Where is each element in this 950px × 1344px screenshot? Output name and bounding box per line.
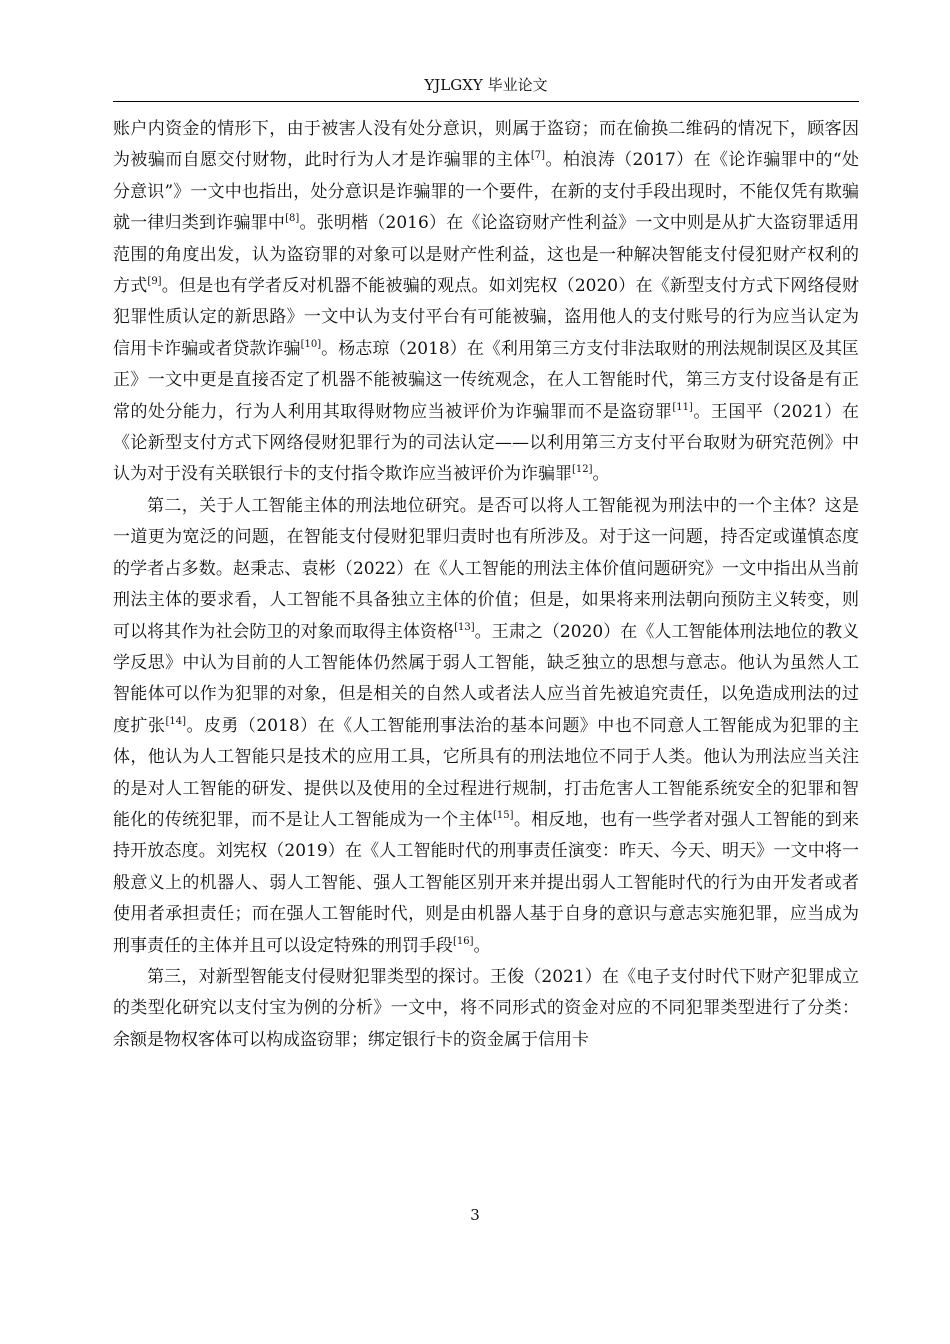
citation-marker: [8]	[285, 213, 300, 225]
paragraph	[113, 491, 859, 962]
paragraph-text: 。杨志琼（2018）在《利用第三方支付非法取财的刑法规制误区及其匡正》一文中更是直接否定了机器不能被骗这一传统观念，在人工智能时代，第三方支付设备是有正常的处分能力，行为人利用其取得财物应当被评价为诈骗罪而不是盗窃罪	[113, 338, 859, 422]
paragraph	[113, 114, 859, 491]
citation-marker: [14]	[165, 715, 186, 727]
paragraph-text: 。	[592, 464, 610, 485]
paragraph-text: 。王肃之（2020）在《人工智能体刑法地位的教义学反思》中认为目前的人工智能体仍然属于弱人工智能，缺乏独立的思想与意志。他认为虽然人工智能体可以作为犯罪的对象，但是相关的自然人或者法人应当首先被追究责任，以免造成刑法的过度扩张	[113, 621, 860, 736]
paragraph-text: 。张明楷（2016）在《论盗窃财产性利益》一文中则是从扩大盗窃罪适用范围的角度出发，认为盗窃罪的对象可以是财产性利益，这也是一种解决智能支付侵犯财产权利的方式	[113, 213, 860, 297]
citation-marker: [13]	[454, 621, 475, 633]
paragraph	[113, 962, 859, 1056]
paragraph-text: 第三，对新型智能支付侵财犯罪类型的探讨。王俊（2021）在《电子支付时代下财产犯罪成立的类型化研究以支付宝为例的分析》一文中，将不同形式的资金对应的不同犯罪类型进行了分类：余额是物权客体可以构成盗窃罪；绑定银行卡的资金属于信用卡	[113, 966, 859, 1050]
citation-marker: [9]	[147, 276, 162, 288]
header-divider	[113, 101, 859, 102]
paragraph-text: 。	[473, 935, 491, 956]
paragraph-text: 。皮勇（2018）在《人工智能刑事法治的基本问题》中也不同意人工智能成为犯罪的主体，他认为人工智能只是技术的应用工具，它所具有的刑法地位不同于人类。他认为刑法应当关注的是对人工智能的研发、提供以及使用的全过程进行规制，打击危害人工智能系统安全的犯罪和智能化的传统犯罪，而不是让人工智能成为一个主体	[113, 715, 860, 830]
paragraph-text: 第二，关于人工智能主体的刑法地位研究。是否可以将人工智能视为刑法中的一个主体？这是一道更为宽泛的问题，在智能支付侵财犯罪归责时也有所涉及。对于这一问题，持否定或谨慎态度的学者占多数。赵秉志、袁彬（2022）在《人工智能的刑法主体价值问题研究》一文中指出从当前刑法主体的要求看，人工智能不具备独立主体的价值；但是，如果将来刑法朝向预防主义转变，则可以将其作为社会防卫的对象而取得主体资格	[113, 495, 859, 642]
citation-marker: [7]	[530, 150, 546, 162]
paragraph-text: 。但是也有学者反对机器不能被骗的观点。如刘宪权（2020）在《新型支付方式下网络侵财犯罪性质认定的新思路》一文中认为支付平台有可能被骗，盗用他人的支付账号的行为应当认定为信用卡诈骗或者贷款诈骗	[113, 276, 860, 359]
paragraph-text: 。柏浪涛（2017）在《论诈骗罪中的“处分意识”》一文中也指出，处分意识是诈骗罪的一个要件，在新的支付手段出现时，不能仅凭有欺骗就一律归类到诈骗罪中	[113, 150, 859, 234]
citation-marker: [16]	[453, 935, 474, 947]
citation-marker: [15]	[493, 809, 514, 821]
page-number: 3	[470, 1206, 480, 1224]
body-text	[113, 114, 859, 1056]
citation-marker: [11]	[672, 401, 693, 413]
citation-marker: [10]	[300, 338, 322, 350]
paragraph-text: 账户内资金的情形下，由于被害人没有处分意识，则属于盗窃；而在偷换二维码的情况下，顾客因为被骗而自愿交付财物，此时行为人才是诈骗罪的主体	[113, 119, 859, 171]
paragraph-text: 。相反地，也有一些学者对强人工智能的到来持开放态度。刘宪权（2019）在《人工智能时代的刑事责任演变：昨天、今天、明天》一文中将一般意义上的机器人、弱人工智能、强人工智能区别开来并提出弱人工智能时代的行为由开发者或者使用者承担责任；而在强人工智能时代，则是由机器人基于自身的意识与意志实施犯罪，应当成为刑事责任的主体并且可以设定特殊的刑罚手段	[113, 809, 860, 956]
citation-marker: [12]	[572, 464, 593, 476]
paragraph-text: 。王国平（2021）在《论新型支付方式下网络侵财犯罪行为的司法认定——以利用第三方支付平台取财为研究范例》中认为对于没有关联银行卡的支付指令欺诈应当被评价为诈骗罪	[113, 401, 860, 485]
page-header-title: YJLGXY 毕业论文	[424, 76, 548, 94]
